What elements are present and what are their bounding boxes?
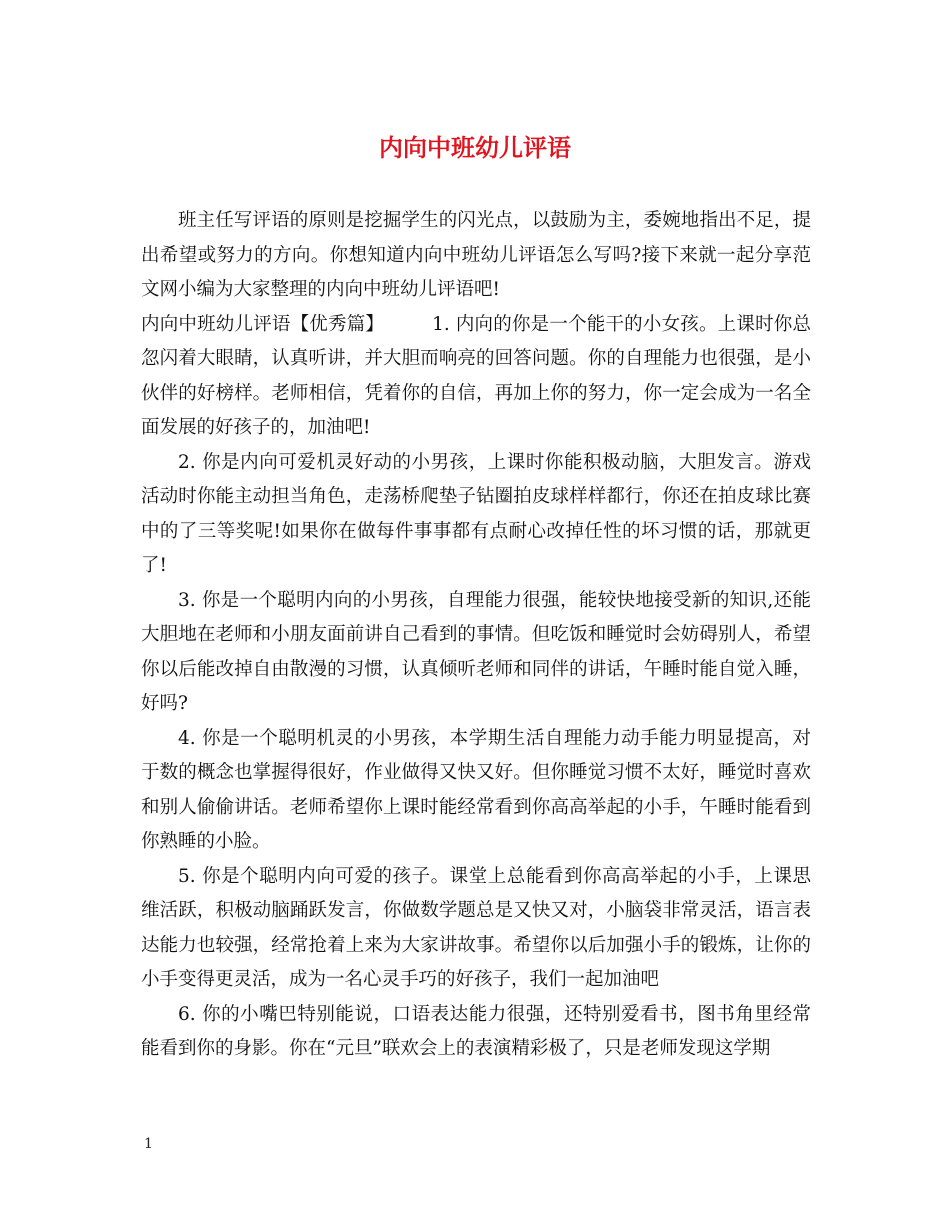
comment-item-3: 3. 你是一个聪明内向的小男孩，自理能力很强，能较快地接受新的知识,还能大胆地在老师和小朋友面前讲自己看到的事情。但吃饭和睡觉时会妨碍别人，希望你以后能改掉自由散漫的习惯，认真倾听老师和同伴的讲话，午睡时能自觉入睡，好吗? xyxy=(141,589,811,714)
comment-item-5: 5. 你是个聪明内向可爱的孩子。课堂上总能看到你高高举起的小手，上课思维活跃，积极动脑踊跃发言，你做数学题总是又快又对，小脑袋非常灵活，语言表达能力也较强，经常抢着上来为大家讲故事。希望你以后加强小手的锻炼，让你的小手变得更灵活，成为一名心灵手巧的好孩子，我们一起加油吧 xyxy=(141,865,811,990)
comment-item-4: 4. 你是一个聪明机灵的小男孩，本学期生活自理能力动手能力明显提高，对于数的概念也掌握得很好，作业做得又快又好。但你睡觉习惯不太好，睡觉时喜欢和别人偷偷讲话。老师希望你上课时能经常看到你高高举起的小手，午睡时能看到你熟睡的小脸。 xyxy=(141,727,811,852)
first-comment-paragraph xyxy=(141,308,811,446)
comment-item-6: 6. 你的小嘴巴特别能说，口语表达能力很强，还特别爱看书，图书角里经常能看到你的身影。你在“元旦”联欢会上的表演精彩极了，只是老师发现这学期 xyxy=(141,1003,811,1059)
document-title: 内向中班幼儿评语 xyxy=(379,133,571,162)
intro-paragraph: 班主任写评语的原则是挖掘学生的闪光点，以鼓励为主，委婉地指出不足，提出希望或努力的方向。你想知道内向中班幼儿评语怎么写吗?接下来就一起分享范文网小编为大家整理的内向中班幼儿评语吧! xyxy=(141,210,811,300)
page-number: 1 xyxy=(144,1136,153,1152)
document-body xyxy=(141,204,811,1067)
section-heading: 内向中班幼儿评语【优秀篇】 xyxy=(141,313,385,335)
comment-item-1: 1. 内向的你是一个能干的小女孩。上课时你总忽闪着大眼睛，认真听讲，并大胆而响亮的回答问题。你的自理能力也很强，是小伙伴的好榜样。老师相信，凭着你的自信，再加上你的努力，你一定会成为一名全面发展的好孩子的，加油吧! xyxy=(141,313,811,438)
comment-item-2: 2. 你是内向可爱机灵好动的小男孩，上课时你能积极动脑，大胆发言。游戏活动时你能主动担当角色，走荡桥爬垫子钻圈拍皮球样样都行，你还在拍皮球比赛中的了三等奖呢!如果你在做每件事事都有点耐心改掉任性的坏习惯的话，那就更了! xyxy=(141,451,812,576)
